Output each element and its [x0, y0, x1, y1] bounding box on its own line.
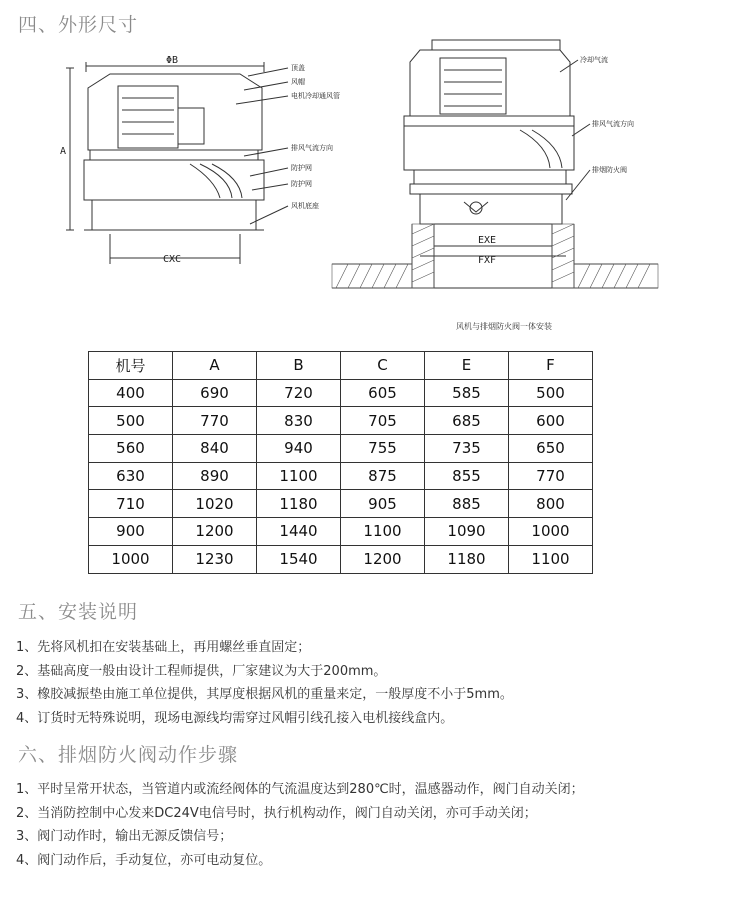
left-fan-base — [92, 200, 256, 230]
list-item: 1、先将风机扣在安装基础上，再用螺丝垂直固定； — [16, 640, 311, 655]
table-cell: 685 — [425, 407, 509, 435]
left-fan-body — [84, 160, 264, 200]
table-cell: 605 — [341, 379, 425, 407]
list-item: 4、阀门动作后，手动复位，亦可电动复位。 — [16, 852, 272, 868]
table-cell: 940 — [257, 435, 341, 463]
table-cell: 560 — [89, 435, 173, 463]
table-cell: 1000 — [89, 545, 173, 573]
list-item: 3、橡胶减振垫由施工单位提供，其厚度根据风机的重量来定，一般厚度不小于5mm。 — [16, 687, 513, 702]
dimension-table — [88, 351, 593, 574]
table-cell: 690 — [173, 379, 257, 407]
table-row — [89, 545, 593, 573]
table-row — [89, 407, 593, 435]
diagram-caption: 风机与排烟防火阀一体安装 — [456, 322, 552, 331]
table-header: F — [509, 352, 593, 380]
table-header: E — [425, 352, 509, 380]
table-cell: 600 — [509, 407, 593, 435]
table-cell: 770 — [509, 462, 593, 490]
list-item: 2、当消防控制中心发来DC24V电信号时，执行机构动作，阀门自动关闭，亦可手动关闭； — [16, 805, 537, 821]
label-hood: 风帽 — [291, 78, 305, 86]
table-row — [89, 379, 593, 407]
table-cell: 705 — [341, 407, 425, 435]
table-cell: 770 — [173, 407, 257, 435]
label-guard-net-2: 防护网 — [291, 180, 312, 188]
table-cell: 855 — [425, 462, 509, 490]
table-row — [89, 435, 593, 463]
section-5-title: 五、安装说明 — [18, 601, 139, 623]
table-cell: 885 — [425, 490, 509, 518]
section-4-title: 四、外形尺寸 — [18, 14, 139, 36]
table-cell: 1000 — [509, 518, 593, 546]
list-item: 1、平时呈常开状态，当管道内或流经阀体的气流温度达到280℃时，温感器动作，阀门自动关闭； — [16, 782, 584, 797]
table-cell: 500 — [89, 407, 173, 435]
table-row — [89, 462, 593, 490]
dim-a: A — [60, 146, 67, 157]
table-cell: 735 — [425, 435, 509, 463]
table-cell: 630 — [89, 462, 173, 490]
table-cell: 1180 — [425, 545, 509, 573]
table-cell: 800 — [509, 490, 593, 518]
installation-notes-list — [16, 636, 513, 730]
table-cell: 400 — [89, 379, 173, 407]
table-cell: 1180 — [257, 490, 341, 518]
table-cell: 1100 — [341, 518, 425, 546]
table-cell: 830 — [257, 407, 341, 435]
list-item: 2、基础高度一般由设计工程师提供，厂家建议为大于200mm。 — [16, 663, 387, 679]
label-exhaust-airflow: 排风气流方向 — [592, 120, 634, 128]
fire-damper — [420, 194, 562, 224]
table-cell: 875 — [341, 462, 425, 490]
table-cell: 650 — [509, 435, 593, 463]
label-motor-cooling-duct: 电机冷却通风管 — [291, 92, 340, 100]
table-cell: 840 — [173, 435, 257, 463]
table-cell: 1200 — [341, 545, 425, 573]
table-cell: 1090 — [425, 518, 509, 546]
damper-steps-list — [16, 778, 584, 872]
table-cell: 755 — [341, 435, 425, 463]
table-cell: 1200 — [173, 518, 257, 546]
label-fan-base: 风机底座 — [291, 202, 319, 210]
table-header-row — [89, 352, 593, 380]
table-header: B — [257, 352, 341, 380]
table-cell: 1440 — [257, 518, 341, 546]
label-guard-net-1: 防护网 — [291, 164, 312, 172]
label-top-cover: 顶盖 — [291, 64, 305, 72]
list-item: 4、订货时无特殊说明，现场电源线均需穿过风帽引线孔接入电机接线盒内。 — [16, 710, 454, 726]
table-cell: 1540 — [257, 545, 341, 573]
table-cell: 905 — [341, 490, 425, 518]
table-cell: 710 — [89, 490, 173, 518]
table-header: A — [173, 352, 257, 380]
table-cell: 900 — [89, 518, 173, 546]
label-exhaust-direction: 排风气流方向 — [291, 144, 333, 152]
table-header: C — [341, 352, 425, 380]
table-cell: 1020 — [173, 490, 257, 518]
dim-fxf: FXF — [478, 255, 497, 266]
right-fan-body — [404, 126, 574, 170]
left-fan-motor — [118, 86, 178, 148]
label-smoke-fire-damper: 排烟防火阀 — [592, 166, 627, 174]
label-cooling-airflow: 冷却气流 — [580, 56, 608, 64]
table-cell: 1100 — [509, 545, 593, 573]
table-cell: 890 — [173, 462, 257, 490]
section-6-title: 六、排烟防火阀动作步骤 — [18, 744, 239, 766]
table-cell: 1100 — [257, 462, 341, 490]
dim-exe: EXE — [478, 235, 497, 246]
table-header: 机号 — [89, 352, 173, 380]
dim-cxc: CXC — [163, 254, 182, 265]
list-item: 3、阀门动作时，输出无源反馈信号； — [16, 829, 233, 844]
table-cell: 500 — [509, 379, 593, 407]
dim-phi-b: ΦB — [166, 55, 179, 66]
dimension-drawing — [0, 38, 740, 344]
table-cell: 720 — [257, 379, 341, 407]
left-fan-hood — [88, 74, 262, 150]
table-row — [89, 518, 593, 546]
table-cell: 1230 — [173, 545, 257, 573]
table-row — [89, 490, 593, 518]
table-cell: 585 — [425, 379, 509, 407]
